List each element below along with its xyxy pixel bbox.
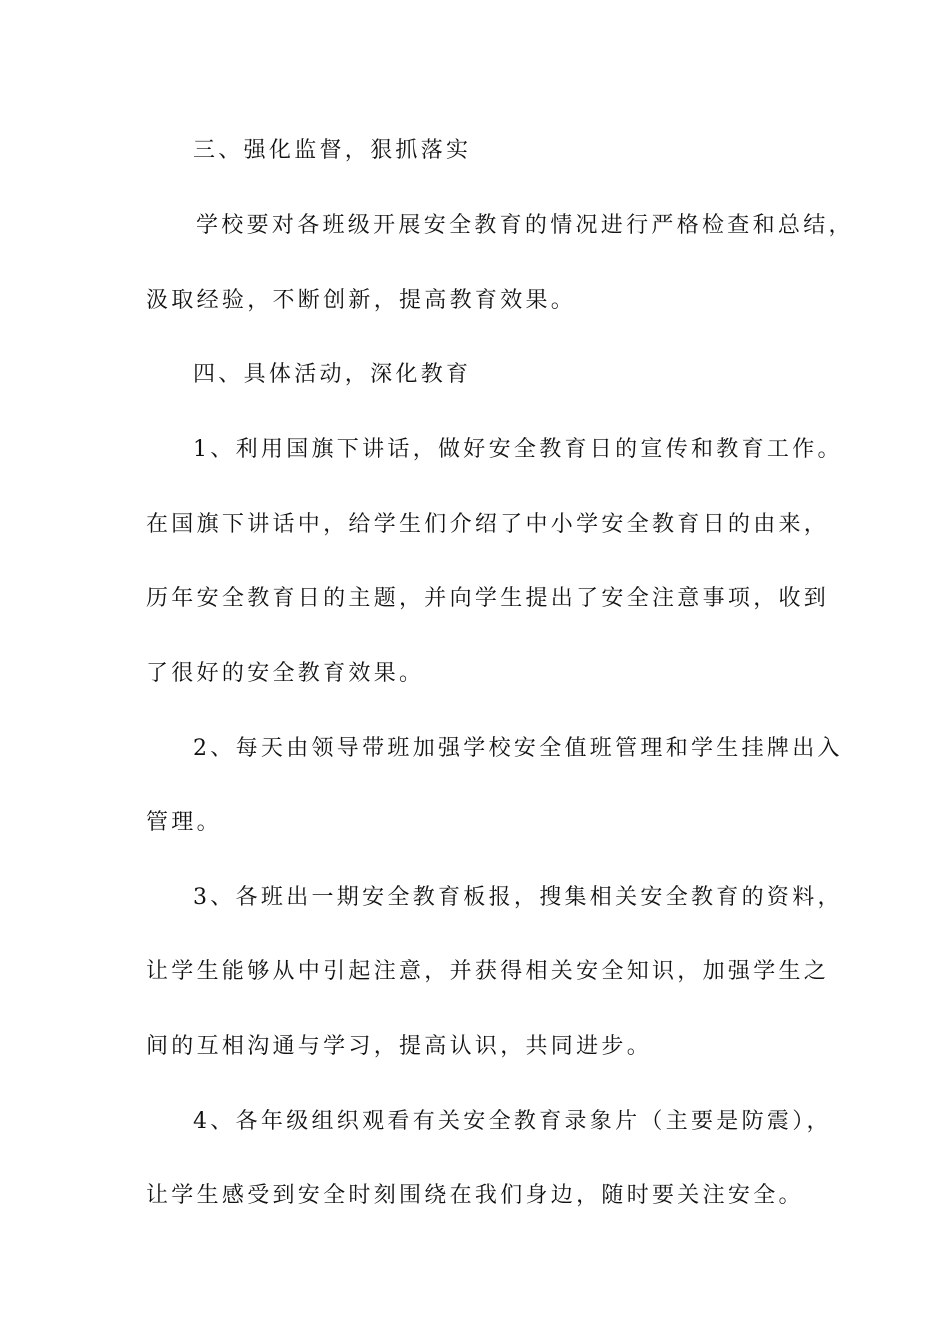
section-heading-4: 四、具体活动，深化教育 xyxy=(193,362,472,387)
paragraph-line: 间的互相沟通与学习，提高认识，共同进步。 xyxy=(146,1034,653,1059)
paragraph-line: 让学生感受到安全时刻围绕在我们身边，随时要关注安全。 xyxy=(146,1183,804,1208)
paragraph-line: 历年安全教育日的主题，并向学生提出了安全注意事项，收到 xyxy=(146,586,830,611)
paragraph-line: 管理。 xyxy=(146,810,222,835)
section-heading-3: 三、强化监督，狠抓落实 xyxy=(193,138,472,163)
list-item-1: 1、利用国旗下讲话，做好安全教育日的宣传和教育工作。 xyxy=(193,437,843,462)
list-item-3: 3、各班出一期安全教育板报，搜集相关安全教育的资料， xyxy=(193,885,843,910)
paragraph-line: 学校要对各班级开展安全教育的情况进行严格检查和总结， xyxy=(196,213,854,238)
list-item-4: 4、各年级组织观看有关安全教育录象片（主要是防震）， xyxy=(193,1109,832,1134)
paragraph-line: 让学生能够从中引起注意，并获得相关安全知识，加强学生之 xyxy=(146,959,830,984)
paragraph-line: 在国旗下讲话中，给学生们介绍了中小学安全教育日的由来， xyxy=(146,512,830,537)
list-item-2: 2、每天由领导带班加强学校安全值班管理和学生挂牌出入 xyxy=(193,736,843,761)
paragraph-line: 汲取经验，不断创新，提高教育效果。 xyxy=(146,288,577,313)
paragraph-line: 了很好的安全教育效果。 xyxy=(146,661,425,686)
